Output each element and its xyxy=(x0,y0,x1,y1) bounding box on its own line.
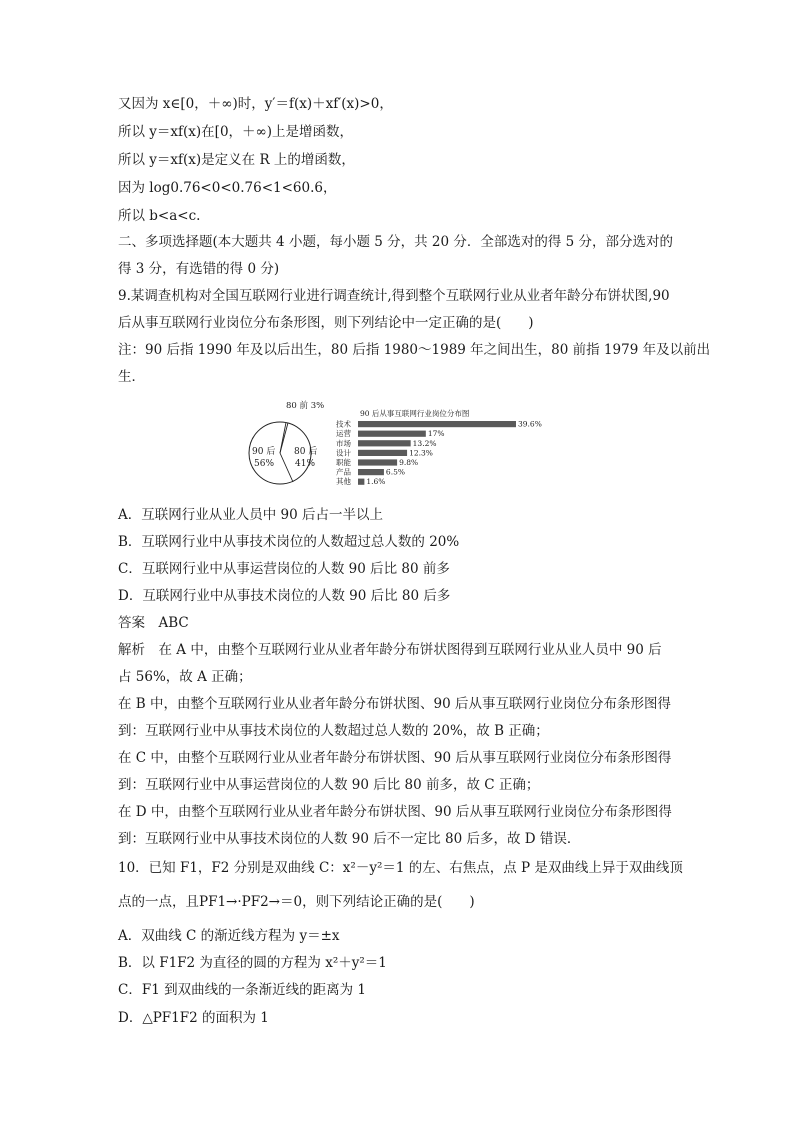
text-line: 所以 y＝xf(x)在[0，＋∞)上是增函数， xyxy=(118,124,354,140)
bar xyxy=(358,450,407,456)
bar-category-label: 市场 xyxy=(336,438,351,448)
bar xyxy=(358,421,516,427)
option-c: C．F1 到双曲线的一条渐近线的距离为 1 xyxy=(118,982,366,998)
analysis-line: 到：互联网行业中从事技术岗位的人数 90 后不一定比 80 后多，故 D 错误． xyxy=(118,831,581,847)
pie-label-80-name: 80 后 xyxy=(294,447,318,457)
bar xyxy=(358,431,426,437)
text-line: 因为 log0.76<0<0.76<1<60.6， xyxy=(118,180,337,196)
bar-category-label: 运营 xyxy=(336,429,351,439)
bar xyxy=(358,440,411,446)
analysis-line: 解析 在 A 中，由整个互联网行业从业者年龄分布饼状图得到互联网行业从业人员中 90 后 xyxy=(118,642,662,658)
analysis-line: 到：互联网行业中从事运营岗位的人数 90 后比 80 前多，故 C 正确； xyxy=(118,777,540,793)
option-d: D．互联网行业中从事技术岗位的人数 90 后比 80 后多 xyxy=(118,588,451,604)
analysis-line: 在 C 中，由整个互联网行业从业者年龄分布饼状图、90 后从事互联网行业岗位分布条形图得 xyxy=(118,750,672,766)
bar-value-label: 39.6% xyxy=(518,419,542,429)
bar-value-label: 17% xyxy=(427,429,445,439)
bar xyxy=(358,469,384,475)
bar-value-label: 1.6% xyxy=(366,477,386,487)
pie-label-80-pct: 41% xyxy=(295,459,316,469)
question-9-figure xyxy=(240,398,560,498)
bar-category-label: 设计 xyxy=(336,448,351,458)
bar-value-label: 13.2% xyxy=(412,438,437,448)
pie-label-80q: 80 前 3% xyxy=(286,401,325,411)
bar-category-label: 技术 xyxy=(336,419,351,429)
analysis-line: 占 56%，故 A 正确； xyxy=(118,669,252,685)
pie-label-90-name: 90 后 xyxy=(252,447,276,457)
bar-value-label: 6.5% xyxy=(385,467,405,477)
bar-category-label: 职能 xyxy=(336,458,351,467)
pie-label-90-pct: 56% xyxy=(254,459,275,469)
question-10-stem: 点的一点，且PF1→·PF2→＝0，则下列结论正确的是( ) xyxy=(118,894,475,910)
text-line: 所以 b<a<c. xyxy=(118,208,201,224)
analysis-line: 到：互联网行业中从事技术岗位的人数超过总人数的 20%，故 B 正确； xyxy=(118,723,549,739)
option-a: A．互联网行业从业人员中 90 后占一半以上 xyxy=(118,507,384,523)
bar-value-label: 9.8% xyxy=(399,458,419,467)
question-9-stem: 9.某调查机构对全国互联网行业进行调查统计,得到整个互联网行业从业者年龄分布饼状图,90 xyxy=(118,288,670,304)
option-b: B．互联网行业中从事技术岗位的人数超过总人数的 20% xyxy=(118,534,460,550)
pie-divider xyxy=(280,423,288,453)
analysis-line: 在 D 中，由整个互联网行业从业者年龄分布饼状图、90 后从事互联网行业岗位分布条形图得 xyxy=(118,804,672,820)
question-9-note: 生． xyxy=(118,369,145,385)
analysis-line: 在 B 中，由整个互联网行业从业者年龄分布饼状图、90 后从事互联网行业岗位分布条形图得 xyxy=(118,696,671,712)
bar-chart xyxy=(336,408,542,486)
question-9-note: 注：90 后指 1990 年及以后出生，80 后指 1980～1989 年之间出生，80 前指 1979 年及以前出 xyxy=(118,342,711,358)
bar-chart-title: 90 后从事互联网行业岗位分布图 xyxy=(360,409,470,418)
bar xyxy=(358,459,397,465)
pie-chart xyxy=(249,400,324,484)
question-10-stem: 10．已知 F1，F2 分别是双曲线 C：x²－y²＝1 的左、右焦点，点 P 是双曲线上异于双曲线顶 xyxy=(118,860,683,876)
bar-category-label: 其他 xyxy=(336,477,351,487)
text-line: 得 3 分，有选错的得 0 分) xyxy=(118,261,280,277)
text-line: 又因为 x∈[0，＋∞)时，y′＝f(x)＋xf′(x)>0， xyxy=(118,96,393,112)
answer: 答案 ABC xyxy=(118,615,189,631)
bar-value-label: 12.3% xyxy=(409,448,433,458)
text-line: 所以 y＝xf(x)是定义在 R 上的增函数， xyxy=(118,152,355,168)
option-d: D．△PF1F2 的面积为 1 xyxy=(118,1010,269,1026)
option-c: C．互联网行业中从事运营岗位的人数 90 后比 80 前多 xyxy=(118,561,450,577)
bar xyxy=(358,479,364,485)
option-b: B．以 F1F2 为直径的圆的方程为 x²＋y²＝1 xyxy=(118,955,387,971)
section-heading: 二、多项选择题(本大题共 4 小题，每小题 5 分，共 20 分．全部选对的得 5 分，部分选对的 xyxy=(118,234,674,250)
question-9-stem: 后从事互联网行业岗位分布条形图，则下列结论中一定正确的是( ) xyxy=(118,315,534,331)
bar-category-label: 产品 xyxy=(336,467,351,477)
pie-divider xyxy=(280,453,293,482)
option-a: A．双曲线 C 的渐近线方程为 y＝±x xyxy=(118,928,340,944)
